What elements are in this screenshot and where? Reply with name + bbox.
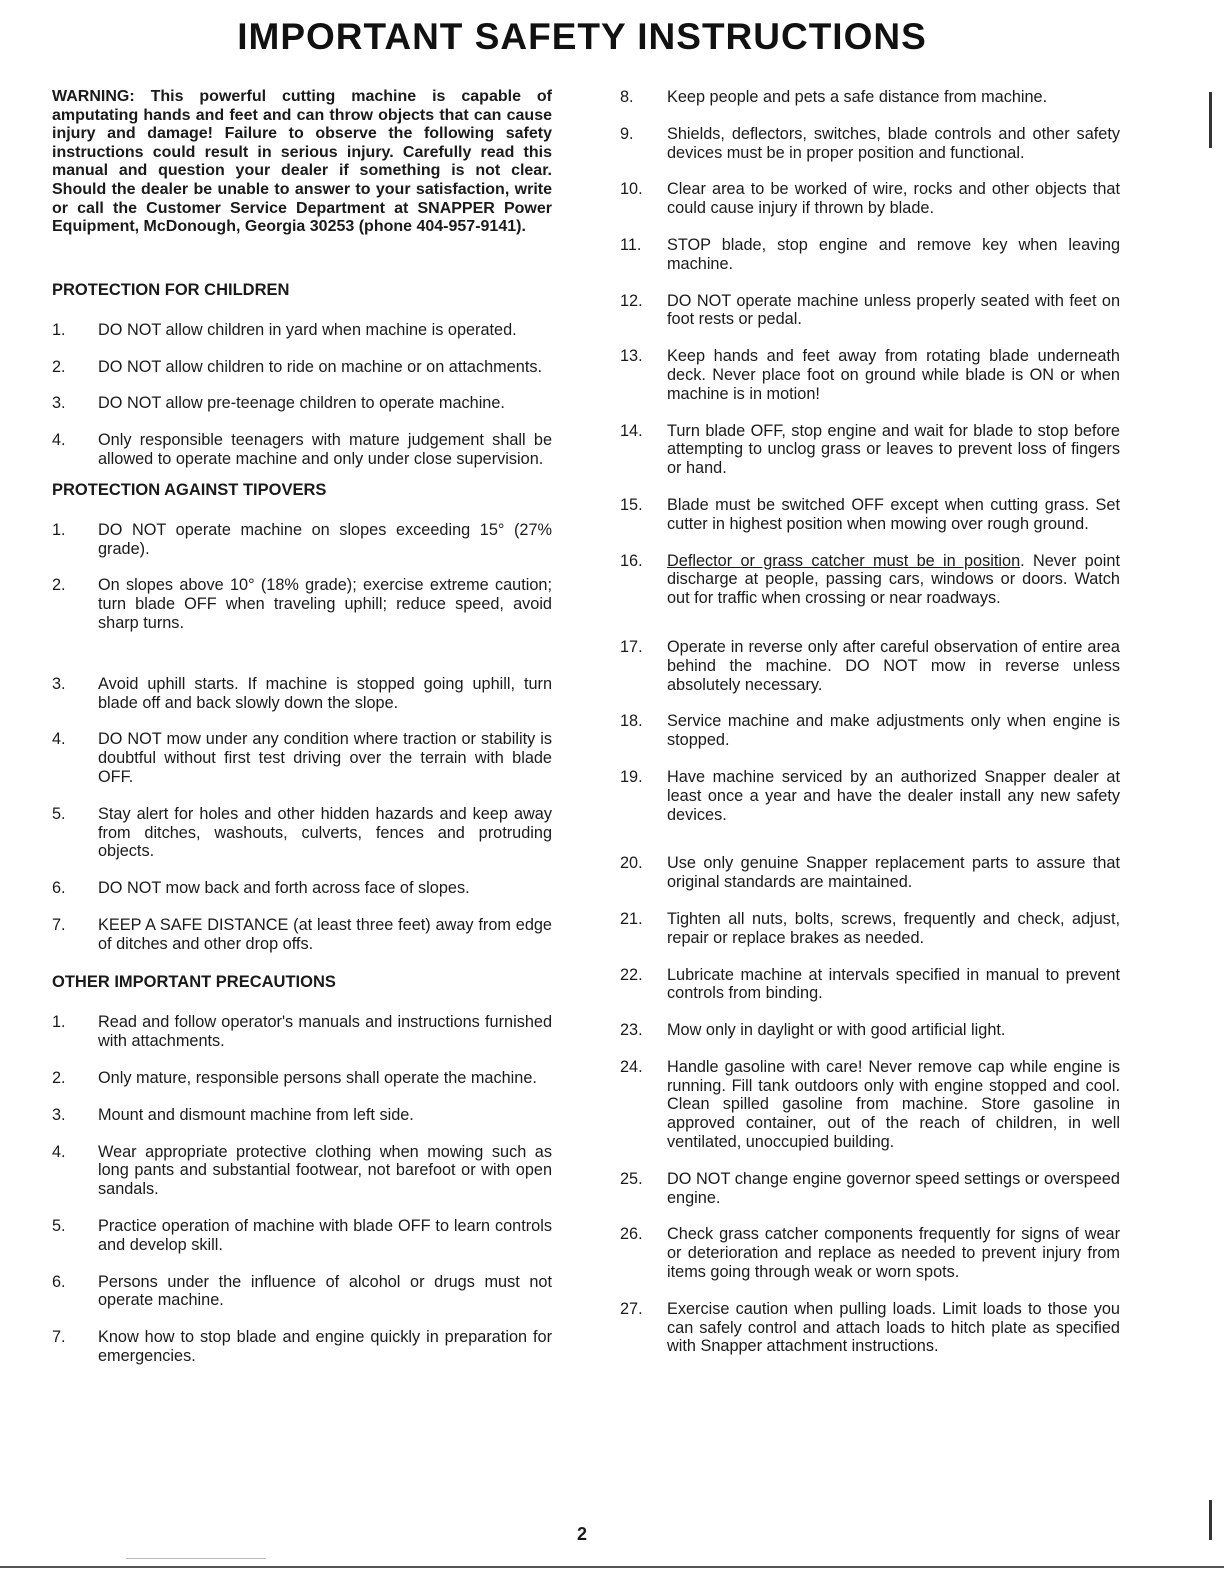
item-number: 2.: [52, 576, 66, 595]
list-item: [52, 1328, 552, 1366]
edge-mark: [1209, 1500, 1212, 1540]
item-text: On slopes above 10° (18% grade); exercise extreme caution; turn blade OFF when traveling uphill; reduce speed, avoid sharp turns.: [98, 576, 552, 632]
item-text: Read and follow operator's manuals and instructions furnished with attachments.: [98, 1013, 552, 1051]
heading-protection-against-tipovers: PROTECTION AGAINST TIPOVERS: [52, 480, 327, 499]
list-item: [52, 730, 552, 786]
list-item: [52, 521, 552, 559]
list-item: [52, 1013, 552, 1051]
list-item: [620, 236, 1120, 274]
item-number: 3.: [52, 1105, 66, 1124]
list-item: [52, 1143, 552, 1199]
item-text: DO NOT mow under any condition where traction or stability is doubtful without first test driving over the terrain with blade OFF.: [98, 730, 552, 786]
item-text: DO NOT allow pre-teenage children to operate machine.: [98, 394, 505, 413]
list-item: [52, 358, 552, 377]
item-number: 7.: [52, 1328, 66, 1347]
item-text: Keep people and pets a safe distance from machine.: [667, 88, 1048, 106]
item-number: 8.: [620, 88, 634, 106]
list-item: [52, 576, 552, 632]
edge-mark: [1209, 92, 1212, 148]
item-number: 22.: [620, 965, 643, 984]
item-text: Avoid uphill starts. If machine is stopped going uphill, turn blade off and back slowly down the slope.: [98, 674, 552, 712]
item-number: 25.: [620, 1169, 643, 1188]
item-text: Practice operation of machine with blade OFF to learn controls and develop skill.: [98, 1217, 552, 1254]
list-item: [52, 431, 552, 469]
item-number: 23.: [620, 1021, 643, 1040]
item-number: 1.: [52, 320, 66, 339]
item-text: DO NOT operate machine on slopes exceeding 15° (27% grade).: [98, 520, 552, 558]
list-item: [620, 1225, 1120, 1281]
item-text: Blade must be switched OFF except when cutting grass. Set cutter in highest position when mowing over rough ground.: [667, 495, 1120, 533]
item-number: 1.: [52, 1013, 66, 1032]
list-item: [620, 552, 1120, 608]
list-item: [620, 1300, 1120, 1356]
item-number: 1.: [52, 520, 66, 539]
list-item: [620, 1021, 1120, 1040]
list-item: [52, 916, 552, 954]
list-item: [52, 1217, 552, 1255]
item-text: DO NOT change engine governor speed settings or overspeed engine.: [667, 1169, 1120, 1207]
list-item: [620, 966, 1120, 1004]
item-number: 2.: [52, 1069, 66, 1088]
item-number: 19.: [620, 767, 643, 786]
item-text: Mow only in daylight or with good artificial light.: [667, 1021, 1006, 1040]
list-item: [52, 675, 552, 713]
item-number: 4.: [52, 1142, 66, 1161]
precautions-list: [52, 1013, 552, 1365]
list-item: [620, 125, 1120, 163]
left-column: [52, 88, 552, 1384]
item-number: 26.: [620, 1225, 643, 1244]
scan-artifact: [126, 1558, 266, 1559]
item-number: 10.: [620, 180, 643, 199]
list-item: [620, 292, 1120, 330]
item-text: Mount and dismount machine from left side.: [98, 1105, 414, 1124]
item-number: 5.: [52, 804, 66, 823]
item-number: 21.: [620, 909, 643, 928]
list-item: [620, 422, 1120, 478]
item-text: Only responsible teenagers with mature judgement shall be allowed to operate machine and only under close supervision.: [98, 431, 552, 468]
list-item: [620, 347, 1120, 403]
item-number: 3.: [52, 394, 66, 413]
list-item: [620, 854, 1120, 892]
list-item: [620, 496, 1120, 534]
item-number: 18.: [620, 712, 643, 731]
underlined-text: Deflector or grass catcher must be in position: [667, 551, 1021, 570]
item-number: 4.: [52, 730, 66, 749]
list-item: [52, 1273, 552, 1311]
item-number: 7.: [52, 915, 66, 934]
item-number: 16.: [620, 551, 643, 570]
item-text: Stay alert for holes and other hidden hazards and keep away from ditches, washouts, culverts, fences and protruding objects.: [98, 804, 552, 861]
item-text: Lubricate machine at intervals specified in manual to prevent controls from binding.: [667, 965, 1120, 1003]
heading-other-important-precautions: OTHER IMPORTANT PRECAUTIONS: [52, 973, 336, 992]
list-item: [52, 321, 552, 340]
item-text: Persons under the influence of alcohol or drugs must not operate machine.: [98, 1272, 552, 1310]
item-number: 9.: [620, 124, 634, 143]
item-text: Operate in reverse only after careful observation of entire area behind the machine. DO NOT mow in reverse unless absolutely necessary.: [667, 637, 1120, 694]
item-text: Service machine and make adjustments only when engine is stopped.: [667, 712, 1120, 750]
item-text: DO NOT allow children in yard when machine is operated.: [98, 320, 517, 339]
list-item: [620, 768, 1120, 824]
item-number: 15.: [620, 495, 643, 514]
item-text: Know how to stop blade and engine quickly in preparation for emergencies.: [98, 1328, 552, 1366]
bottom-rule: [0, 1566, 1224, 1568]
item-text: [667, 552, 1120, 608]
list-item: [52, 394, 552, 413]
list-item: [620, 638, 1120, 694]
right-column: [620, 88, 1120, 1374]
warning-paragraph: WARNING: This powerful cutting machine is capable of amputating hands and feet and can throw objects that can cause injury and damage! Failure to observe the following safety instructions could result in serious injury. Carefully read this manual and question your dealer if something is not clear. Should the dealer be unable to answer to your satisfaction, write or call the Customer Service Department at SNAPPER Power Equipment, McDonough, Georgia 30253 (phone 404-957-9141).: [52, 88, 552, 236]
item-text: Turn blade OFF, stop engine and wait for blade to stop before attempting to unclog grass or leaves to prevent loss of fingers or hand.: [667, 421, 1120, 478]
item-text: Tighten all nuts, bolts, screws, frequently and check, adjust, repair or replace brakes as needed.: [667, 909, 1120, 947]
item-text: Check grass catcher components frequently for signs of wear or deterioration and replace as needed to prevent injury from items going through weak or worn spots.: [667, 1225, 1120, 1282]
children-list: [52, 321, 552, 469]
item-number: 20.: [620, 854, 643, 873]
list-item: [620, 712, 1120, 750]
tipovers-list: [52, 521, 552, 954]
item-text: KEEP A SAFE DISTANCE (at least three feet) away from edge of ditches and other drop offs.: [98, 915, 552, 953]
item-number: 27.: [620, 1299, 643, 1318]
item-number: 24.: [620, 1057, 643, 1076]
item-number: 5.: [52, 1217, 66, 1236]
item-number: 2.: [52, 357, 66, 376]
page-number: 2: [577, 1524, 588, 1544]
item-number: 13.: [620, 347, 643, 366]
item-number: 11.: [620, 235, 642, 254]
list-item: [620, 1058, 1120, 1152]
item-text: Have machine serviced by an authorized Snapper dealer at least once a year and have the dealer install any new safety devices.: [667, 767, 1120, 824]
list-item: [620, 88, 1120, 107]
item-number: 6.: [52, 879, 66, 898]
item-text: Keep hands and feet away from rotating blade underneath deck. Never place foot on ground while blade is ON or when machine is in motion!: [667, 347, 1120, 403]
list-item: [52, 1106, 552, 1125]
list-item: [52, 879, 552, 898]
heading-protection-for-children: PROTECTION FOR CHILDREN: [52, 280, 290, 299]
item-text: STOP blade, stop engine and remove key when leaving machine.: [667, 235, 1120, 273]
item-text: DO NOT mow back and forth across face of slopes.: [98, 879, 470, 898]
item-number: 3.: [52, 674, 66, 693]
item-text: Wear appropriate protective clothing when mowing such as long pants and substantial footwear, not barefoot or with open sandals.: [98, 1142, 552, 1199]
item-text: Exercise caution when pulling loads. Limit loads to those you can safely control and attach loads to hitch plate as specified with Snapper attachment instructions.: [667, 1299, 1120, 1356]
list-item: [620, 180, 1120, 218]
item-text: Only mature, responsible persons shall operate the machine.: [98, 1069, 537, 1088]
item-number: 12.: [620, 291, 643, 310]
item-text: Clear area to be worked of wire, rocks and other objects that could cause injury if thrown by blade.: [667, 180, 1120, 218]
item-text: DO NOT operate machine unless properly seated with feet on foot rests or pedal.: [667, 291, 1120, 329]
list-item: [52, 805, 552, 861]
page-title: IMPORTANT SAFETY INSTRUCTIONS: [237, 16, 927, 57]
item-number: 14.: [620, 421, 643, 440]
item-text-rest: . Never point discharge at people, passing cars, windows or doors. Watch out for traffic when crossing or near roadways.: [667, 551, 1120, 608]
item-text: DO NOT allow children to ride on machine or on attachments.: [98, 357, 543, 376]
list-item: [52, 1069, 552, 1088]
list-item: [620, 910, 1120, 948]
item-text: Use only genuine Snapper replacement parts to assure that original standards are maintained.: [667, 854, 1120, 892]
item-text: Handle gasoline with care! Never remove cap while engine is running. Fill tank outdoors only with engine stopped and cool. Clean spilled gasoline from machine. Store gasoline in approved container, out of the reach of children, in well ventilated, unoccupied building.: [667, 1057, 1120, 1152]
list-item: [620, 1170, 1120, 1208]
item-text: Shields, deflectors, switches, blade controls and other safety devices must be in proper position and functional.: [667, 124, 1120, 162]
item-number: 6.: [52, 1272, 66, 1291]
item-number: 4.: [52, 431, 66, 450]
item-number: 17.: [620, 637, 643, 656]
